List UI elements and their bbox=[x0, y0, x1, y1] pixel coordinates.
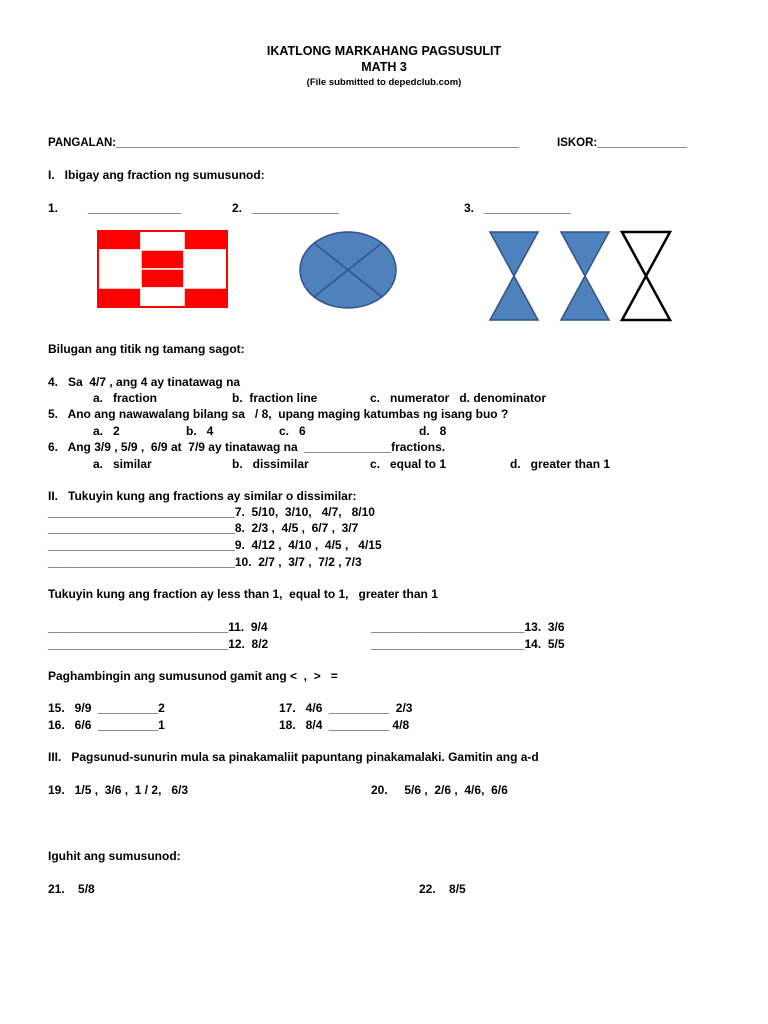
question-6: 6. Ang 3/9 , 5/9 , 6/9 at 7/9 ay tinatawag na _____________fractions. bbox=[48, 440, 446, 454]
q4-choice-b[interactable]: b. fraction line bbox=[232, 391, 318, 405]
question-12[interactable]: ___________________________12. 8/2 bbox=[48, 637, 269, 651]
grid-cell bbox=[141, 250, 184, 269]
q6-choice-b[interactable]: b. dissimilar bbox=[232, 457, 309, 471]
hourglass-empty bbox=[622, 232, 670, 276]
part2-heading: II. Tukuyin kung ang fractions ay similar o dissimilar: bbox=[48, 489, 357, 503]
question-15[interactable]: 15. 9/9 _________2 bbox=[48, 701, 165, 715]
compare-heading: Paghambingin ang sumusunod gamit ang < , > = bbox=[48, 669, 338, 683]
mc-instruction: Bilugan ang titik ng tamang sagot: bbox=[48, 342, 245, 356]
question-9[interactable]: ____________________________9. 4/12 , 4/10 , 4/5 , 4/15 bbox=[48, 538, 382, 552]
question-17[interactable]: 17. 4/6 _________ 2/3 bbox=[279, 701, 413, 715]
grid-cell bbox=[98, 231, 141, 250]
part3-heading: III. Pagsunud-sunurin mula sa pinakamaliit papuntang pinakamalaki. Gamitin ang a-d bbox=[48, 750, 539, 764]
question-18[interactable]: 18. 8/4 _________ 4/8 bbox=[279, 718, 410, 732]
part1-heading: I. Ibigay ang fraction ng sumusunod: bbox=[48, 168, 265, 182]
q5-choice-c[interactable]: c. 6 bbox=[279, 424, 306, 438]
question-7[interactable]: ____________________________7. 5/10, 3/10, 4/7, 8/10 bbox=[48, 505, 375, 519]
q6-choice-c[interactable]: c. equal to 1 bbox=[370, 457, 447, 471]
grid-cell bbox=[184, 250, 227, 269]
hourglass-shaded bbox=[490, 276, 538, 320]
q4-choice-c-d[interactable]: c. numerator d. denominator bbox=[370, 391, 547, 405]
grid-cell bbox=[141, 231, 184, 250]
grid-cell bbox=[184, 288, 227, 307]
question-21: 21. 5/8 bbox=[48, 882, 95, 896]
page-title: IKATLONG MARKAHANG PAGSUSULIT bbox=[266, 44, 502, 58]
question-22: 22. 8/5 bbox=[419, 882, 466, 896]
fraction-grid-figure bbox=[97, 230, 228, 308]
item1-answer[interactable]: 1. ______________ bbox=[48, 201, 182, 215]
q4-choice-a[interactable]: a. fraction bbox=[93, 391, 158, 405]
grid-cell bbox=[98, 269, 141, 288]
question-4: 4. Sa 4/7 , ang 4 ay tinatawag na bbox=[48, 375, 241, 389]
question-5: 5. Ano ang nawawalang bilang sa / 8, upang maging katumbas ng isang buo ? bbox=[48, 407, 509, 421]
grid-cell bbox=[141, 269, 184, 288]
question-11[interactable]: ___________________________11. 9/4 bbox=[48, 620, 268, 634]
question-13[interactable]: _______________________13. 3/6 bbox=[371, 620, 565, 634]
question-14[interactable]: _______________________14. 5/5 bbox=[371, 637, 565, 651]
hourglass-shaded bbox=[561, 276, 609, 320]
q5-choice-d[interactable]: d. 8 bbox=[419, 424, 447, 438]
fraction-circle-figure bbox=[298, 230, 398, 310]
grid-cell bbox=[98, 250, 141, 269]
grid-cell bbox=[184, 269, 227, 288]
q5-choice-b[interactable]: b. 4 bbox=[186, 424, 214, 438]
hourglass-shaded bbox=[561, 232, 609, 276]
question-20: 20. 5/6 , 2/6 , 4/6, 6/6 bbox=[371, 783, 508, 797]
q6-choice-a[interactable]: a. similar bbox=[93, 457, 152, 471]
q5-choice-a[interactable]: a. 2 bbox=[93, 424, 120, 438]
less-greater-heading: Tukuyin kung ang fraction ay less than 1, equal to 1, greater than 1 bbox=[48, 587, 438, 601]
score-field[interactable]: ISKOR:______________ bbox=[557, 137, 687, 149]
question-10[interactable]: ____________________________10. 2/7 , 3/7 , 7/2 , 7/3 bbox=[48, 555, 362, 569]
question-8[interactable]: ____________________________8. 2/3 , 4/5 , 6/7 , 3/7 bbox=[48, 521, 359, 535]
source-note: (File submitted to depedclub.com) bbox=[306, 77, 462, 88]
draw-heading: Iguhit ang sumusunod: bbox=[48, 849, 181, 863]
hourglass-shaded bbox=[490, 232, 538, 276]
item3-answer[interactable]: 3. _____________ bbox=[464, 201, 571, 215]
name-field[interactable]: PANGALAN:_______________________________________________________________ bbox=[48, 137, 520, 149]
item2-answer[interactable]: 2. _____________ bbox=[232, 201, 339, 215]
grid-cell bbox=[184, 231, 227, 250]
grid-cell bbox=[98, 288, 141, 307]
q6-choice-d[interactable]: d. greater than 1 bbox=[510, 457, 611, 471]
fraction-hourglass-figure bbox=[488, 230, 674, 324]
question-16[interactable]: 16. 6/6 _________1 bbox=[48, 718, 165, 732]
hourglass-empty bbox=[622, 276, 670, 320]
subject-title: MATH 3 bbox=[361, 60, 407, 74]
grid-cell bbox=[141, 288, 184, 307]
question-19: 19. 1/5 , 3/6 , 1 / 2, 6/3 bbox=[48, 783, 189, 797]
